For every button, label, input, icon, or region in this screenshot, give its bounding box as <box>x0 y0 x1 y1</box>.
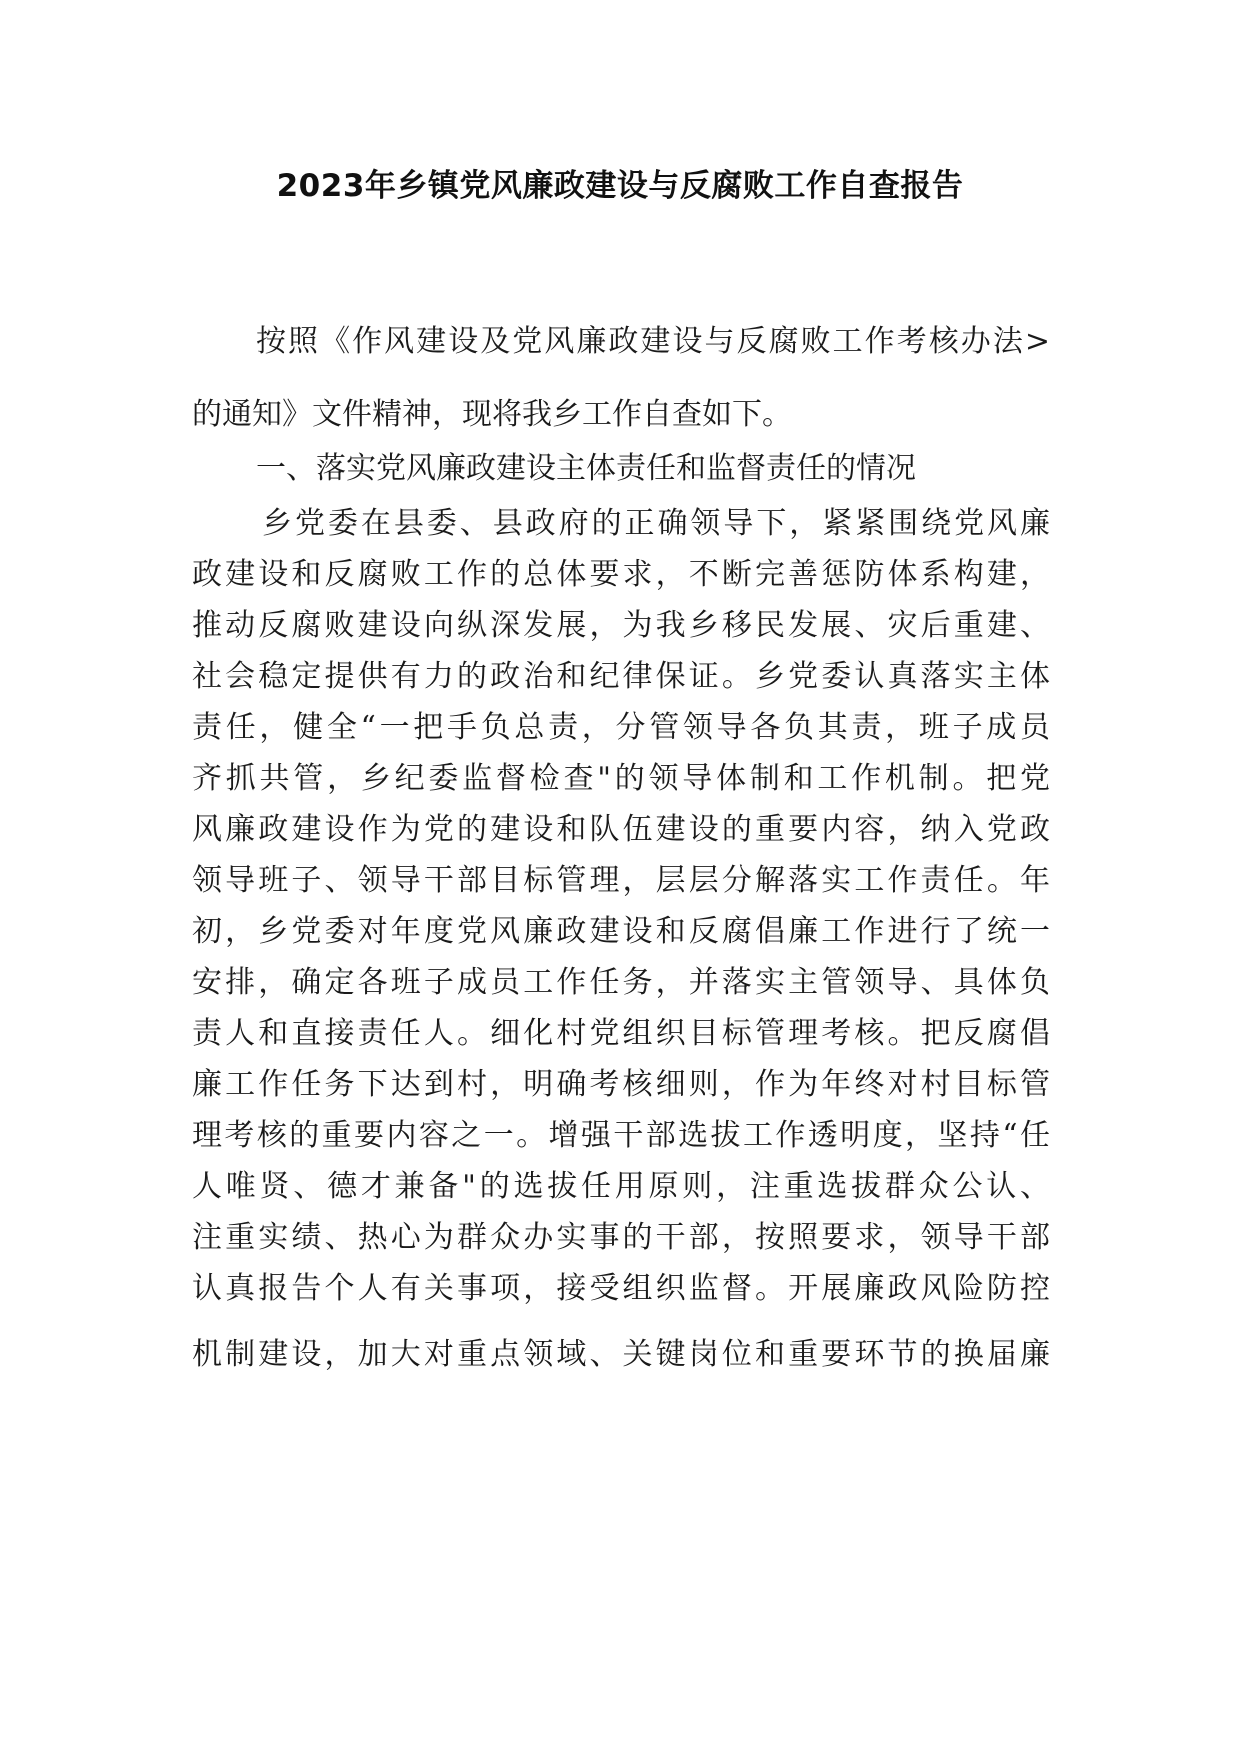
body-line: 理考核的重要内容之一。增强干部选拔工作透明度，坚持“任 <box>192 1118 1050 1153</box>
body-line: 推动反腐败建设向纵深发展，为我乡移民发展、灾后重建、 <box>192 608 1050 643</box>
body-line: 风廉政建设作为党的建设和队伍建设的重要内容，纳入党政 <box>192 812 1050 847</box>
body-line: 初，乡党委对年度党风廉政建设和反腐倡廉工作进行了统一 <box>192 914 1050 949</box>
body-line: 廉工作任务下达到村，明确考核细则，作为年终对村目标管 <box>192 1067 1050 1102</box>
body-line: 注重实绩、热心为群众办实事的干部，按照要求，领导干部 <box>192 1220 1050 1255</box>
body-line: 乡党委在县委、县政府的正确领导下，紧紧围绕党风廉 <box>262 506 1050 541</box>
document-title: 2023年乡镇党风廉政建设与反腐败工作自查报告 <box>276 168 964 204</box>
intro-line-2: 的通知》文件精神，现将我乡工作自查如下。 <box>192 397 792 432</box>
section-heading: 一、落实党风廉政建设主体责任和监督责任的情况 <box>256 451 916 486</box>
body-line: 认真报告个人有关事项，接受组织监督。开展廉政风险防控 <box>192 1271 1050 1306</box>
body-line: 责任，健全“一把手负总责，分管领导各负其责，班子成员 <box>192 710 1050 745</box>
body-line: 安排，确定各班子成员工作任务，并落实主管领导、具体负 <box>192 965 1050 1000</box>
intro-line-1: 按照《作风建设及党风廉政建设与反腐败工作考核办法> <box>256 324 1050 359</box>
body-line: 人唯贤、德才兼备"的选拔任用原则，注重选拔群众公认、 <box>192 1169 1050 1204</box>
body-line: 政建设和反腐败工作的总体要求，不断完善惩防体系构建， <box>192 557 1050 592</box>
body-line: 领导班子、领导干部目标管理，层层分解落实工作责任。年 <box>192 863 1050 898</box>
body-line: 机制建设，加大对重点领域、关键岗位和重要环节的换届廉 <box>192 1337 1050 1372</box>
body-line: 齐抓共管，乡纪委监督检查"的领导体制和工作机制。把党 <box>192 761 1050 796</box>
body-line: 社会稳定提供有力的政治和纪律保证。乡党委认真落实主体 <box>192 659 1050 694</box>
body-line: 责人和直接责任人。细化村党组织目标管理考核。把反腐倡 <box>192 1016 1050 1051</box>
